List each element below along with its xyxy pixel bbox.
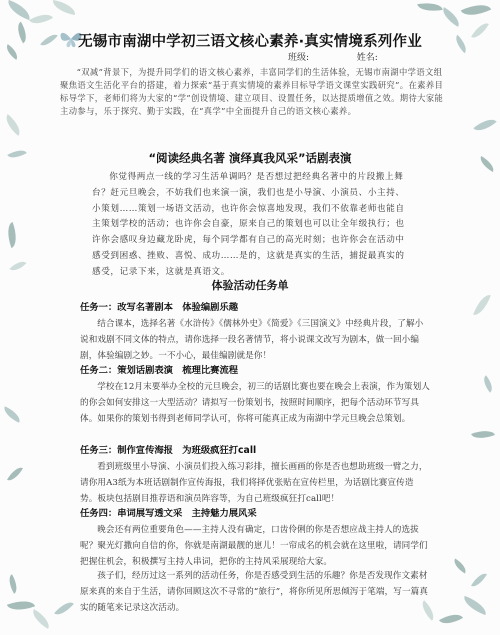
task-item	[80, 443, 430, 508]
task-body: 学校在12月末要举办全校的元旦晚会，初三的话剧比赛也要在晚会上表演，作为策划人的你会如何安排这一大型活动？请拟写一份策划书，按照时间顺序，把每个活动环节写具体。如果你的策划书得到老师同学认可，你将可能真正成为南湖中学元旦晚会总策划。	[80, 382, 430, 425]
task-heading: 任务四：串词展写透文采 主持魅力展风采	[80, 508, 257, 519]
task-body: 结合课本，选择名著《水浒传》《儒林外史》《简爱》《三国演义》中经典片段，了解小说和戏剧不同文体的特点，请你选择一段名著情节，将小说课文改写为剧本，做一回小编剧，体验编剧之妙。一不小心，最佳编剧就是你！	[80, 319, 424, 362]
task-heading: 任务一：改写名著剧本 体验编剧乐趣	[80, 302, 239, 313]
class-label: 班级:	[288, 53, 310, 63]
student-info	[288, 50, 378, 63]
task-body: 看到班级里小导演、小演员们投入练习彩排，擅长画画的你是否也想助班级一臂之力，请你用A3纸为本班话剧制作宣传海报，我们将择优张贴在宣传栏里，为话剧比赛宣传造势。板块包括剧目推荐语和演员阵容等，为自己班级疯狂打call吧！	[80, 462, 428, 505]
section-paragraph-drama: 你觉得两点一线的学习生活单调吗？是否想过把经典名著中的片段搬上舞台？赶元旦晚会，不妨我们也来演一演，我们也是小导演、小演员、小主持、小策划……策划一场语文活动，也许你会惊喜地发现，我们不依靠老师也能自主策划学校的活动；也许你会自豪，原来自己的策划也可以让全年级执行；也许你会感叹身边藏龙卧虎，每个同学都有自己的高光时刻；也许你会在活动中感受到困惑、挫败、喜悦、成功……是的，这就是真实的生活，捕捉最真实的感受，记录下来，这就是真语文。	[92, 172, 405, 277]
task-heading: 任务三：制作宣传海报 为班级疯狂打call	[80, 445, 257, 456]
task-item	[80, 300, 430, 365]
page-title: 无锡市南湖中学初三语文核心素养·真实情境系列作业	[78, 34, 422, 50]
section-heading-drama: “阅读经典名著 演绎真我风采”话剧表演	[148, 151, 352, 165]
section-heading-tasks: 体验活动任务单	[211, 279, 289, 292]
name-label: 姓名:	[356, 53, 378, 63]
closing-paragraph: 孩子们，经历过这一系列的活动任务，你是否感受到生活的乐趣？你是否发现作文素材原来真的来自于生活，请你回顾这次不寻常的“旅行”，将你所见所思倾泻于笔端，写一篇真实的随笔来记录这次活动。	[80, 571, 429, 614]
task-item	[80, 363, 430, 428]
task-body: 晚会还有两位重要角色——主持人没有确定，口齿伶俐的你是否想应战主持人的选拔呢？聚光灯撒向自信的你，你就是南湖最靓的崽儿！一帘成名的机会就在这里啦，请同学们把握住机会，积极撰写主持人串词，把你的主持风采展现给大家。	[80, 525, 428, 568]
closing-item	[80, 568, 430, 617]
task-heading: 任务二：策划话剧表演 梳理比赛流程	[80, 365, 239, 376]
intro-paragraph: “双减”背景下，为提升同学们的语文核心素养，丰富同学们的生活体验，无锡市南湖中学语文组聚焦语文生活化平台的搭建，着力探索“基于真实情境的素养目标导学语文课堂实践研究”。在素养目标导学下，老师们将为大家的“学”创设情境、建立项目、设置任务，以达提质增值之效。期待大家能主动参与，乐于探究、勤于实践，在“真学”中全面提升自己的语文核心素养。	[60, 67, 444, 116]
task-item	[80, 506, 430, 571]
